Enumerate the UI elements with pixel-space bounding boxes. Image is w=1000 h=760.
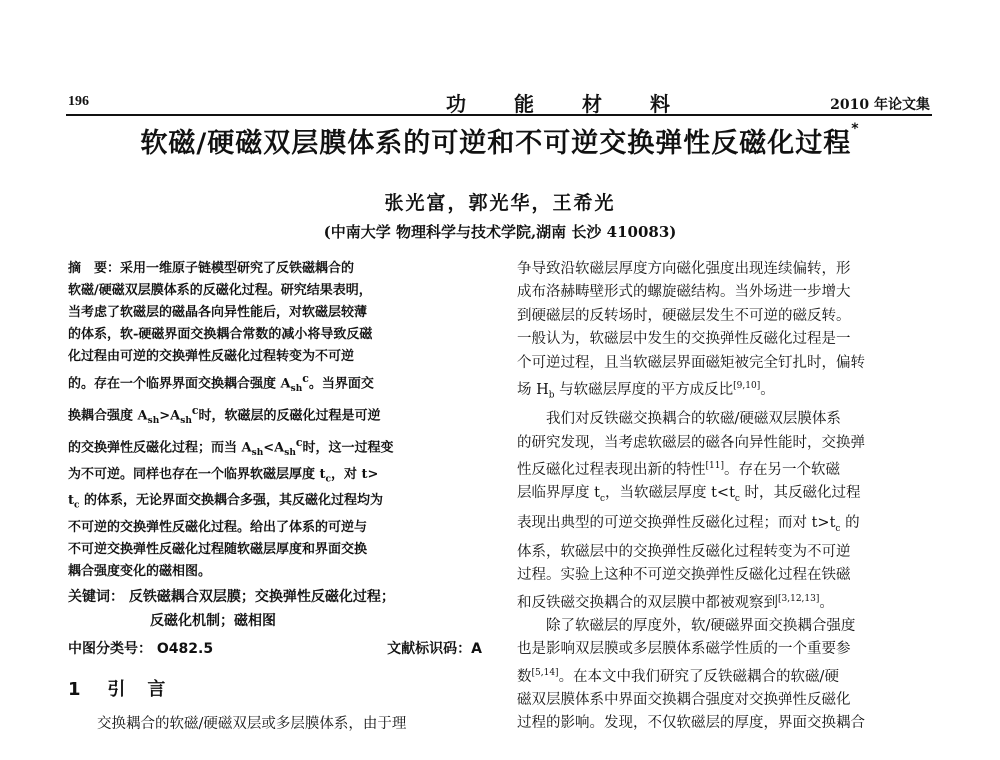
classification-value: O482.5 [156,640,214,657]
citation: [9,10] [733,381,761,392]
keywords-label: 关键词： [68,588,124,605]
citation: [5,14] [531,667,559,678]
year-label: 2010 年论文集 [830,97,930,113]
paragraph-2: 我们对反铁磁交换耦合的软磁/硬磁双层膜体系 的研究发现，当考虑软磁层的磁各向异性能时，交换弹 性反磁化过程表现出新的特性[11]。存在另一个软磁 层临界厚度 $t_c$，当软磁层厚度 $t<t_c$ 时，其反磁化过程 表现出典型的可逆交换弹性反磁化过程；而对 $t>t_c$ 的 体系，软磁层中的交换弹性反磁化过程转变为不可逆 过程。实验上这种不可逆交换弹性反磁化过程在铁磁 和反铁磁交换耦合的双层膜中都被观察到[3,12,13]。 [517,411,865,611]
intro-paragraph: 交换耦合的软磁/硬磁双层或多层膜体系，由于理 [97,715,407,732]
paper-title [0,121,1000,160]
paragraph-1: 争导致沿软磁层厚度方向磁化强度出现连续偏转，形 成布洛赫畴壁形式的螺旋磁结构。当外场进一步增大 到硬磁层的反转场时，硬磁层发生不可逆的磁反转。 一般认为，软磁层中发生的交换弹性反磁化过程是一 个可逆过程，且当软磁层界面磁矩被完全钉扎时，偏转 场 $H_b$ 与软磁层厚度的平方成反比[9,10]。 [517,261,865,401]
page-number: 196 [68,94,89,109]
keywords [68,585,482,609]
document-code: 文献标识码：A [387,640,482,657]
journal-name: 功能材料 [446,92,718,116]
title-text: 软磁/硬磁双层膜体系的可逆和不可逆交换弹性反磁化过程 [140,128,852,159]
classification [68,637,482,661]
citation: [11] [705,460,724,471]
section-number: 1 [68,678,83,700]
section-heading [68,675,482,701]
title-footnote-mark: * [851,121,860,137]
page-header [66,88,932,116]
affiliation: (中南大学 物理科学与技术学院,湖南 长沙 410083) [323,223,677,241]
classification-label: 中图分类号： [68,640,152,657]
keywords-line-1: 反铁磁耦合双层膜；交换弹性反磁化过程； [128,588,395,605]
keywords-line-2: 反磁化机制；磁相图 [150,612,276,629]
abstract-label: 摘 要： [68,261,121,276]
authors: 张光富，郭光华，王希光 [384,192,616,214]
right-column [517,258,931,736]
abstract: 摘 要：采用一维原子链模型研究了反铁磁耦合的 软磁/硬磁双层膜体系的反磁化过程。研究结果表明， 当考虑了软磁层的磁晶各向异性能后，对软磁层较薄 的体系，软-硬磁界面交换耦合常数的减小将导致反磁 化过程由可逆的交换弹性反磁化过程转变为不可逆 的。存在一个临界界面交换耦合强度 $A_{sh}^c$。当界面交 换耦合强度 $A_{sh}>A_{sh}^c$时，软磁层的反磁化过程是可逆 的交换弹性反磁化过程；而当 $A_{sh}<A_{sh}^c$时，这一过程变 为不可逆。同样也存在一个临界软磁层厚度 $t_c$，对 t> $t_c$ 的体系，无论界面交换耦合多强，其反磁化过程均为 不可逆的交换弹性反磁化过程。给出了体系的可逆与 不可逆交换弹性反磁化过程随软磁层厚度和界面交换 耦合强度变化的磁相图。 [68,261,394,579]
citation: [3,12,13] [778,593,820,604]
section-title: 引 言 [107,678,168,700]
paragraph-3: 除了软磁层的厚度外，软/硬磁界面交换耦合强度 也是影响双层膜或多层膜体系磁学性质的一个重要参 数[5,14]。在本文中我们研究了反铁磁耦合的软磁/硬 磁双层膜体系中界面交换耦合强度对交换弹性反磁化 过程的影响。发现，不仅软磁层的厚度，界面交换耦合 [517,617,865,732]
left-column [68,258,482,736]
